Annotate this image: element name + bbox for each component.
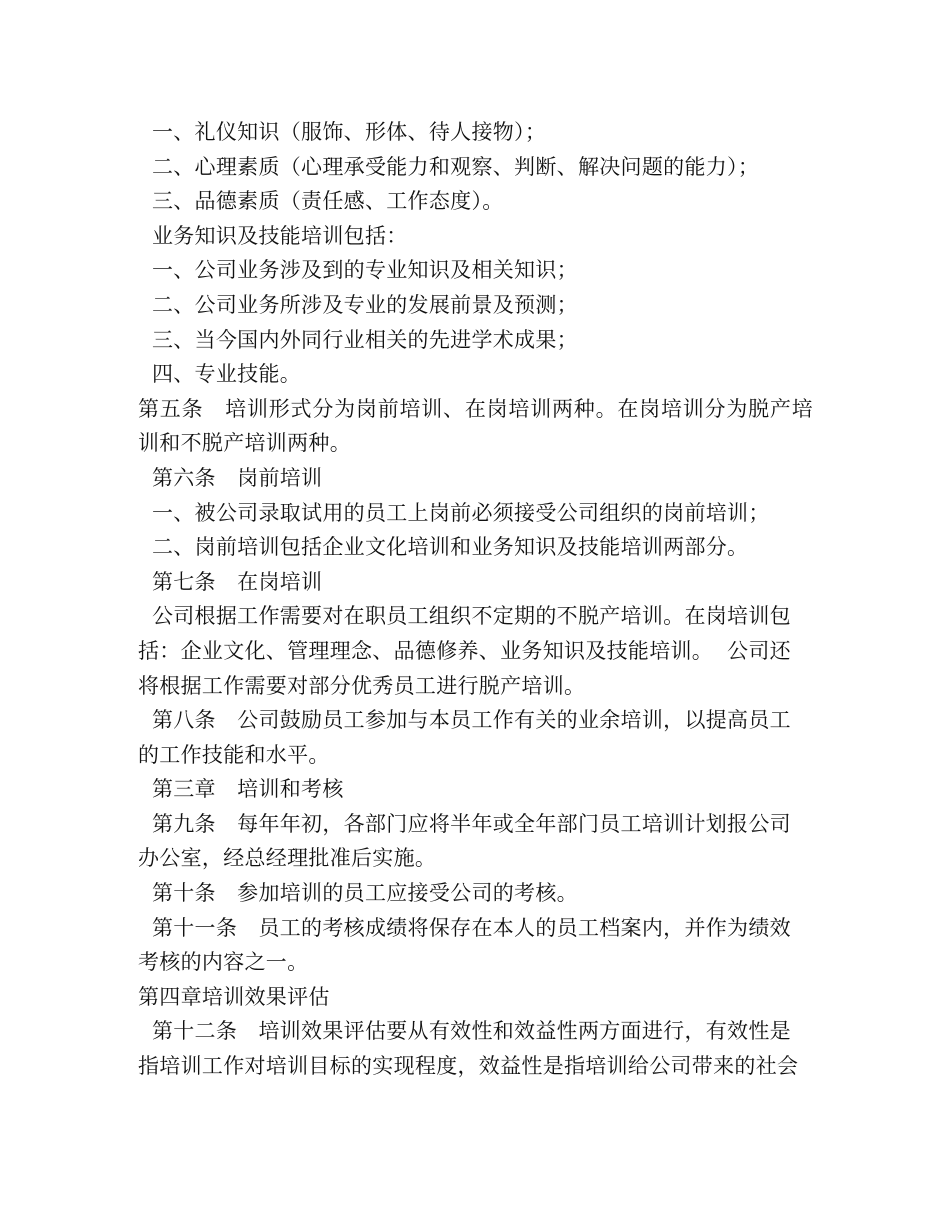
text-line: 指培训工作对培训目标的实现程度，效益性是指培训给公司带来的社会 [138, 1054, 799, 1079]
text-line: 第五条 培训形式分为岗前培训、在岗培训两种。在岗培训分为脱产培 [138, 396, 813, 421]
text-line: 第八条 公司鼓励员工参加与本员工作有关的业余培训，以提高员工 [138, 708, 791, 733]
text-line: 二、岗前培训包括企业文化培训和业务知识及技能培训两部分。 [138, 535, 749, 560]
text-line: 第九条 每年年初，各部门应将半年或全年部门员工培训计划报公司 [138, 811, 791, 836]
text-line: 二、心理素质（心理承受能力和观察、判断、解决问题的能力）； [138, 154, 760, 179]
text-line: 一、被公司录取试用的员工上岗前必须接受公司组织的岗前培训； [138, 500, 770, 525]
text-line: 三、当今国内外同行业相关的先进学术成果； [138, 327, 578, 352]
text-line: 第六条 岗前培训 [138, 465, 323, 490]
text-line: 第四章培训效果评估 [138, 984, 330, 1009]
text-line: 一、礼仪知识（服饰、形体、待人接物）； [138, 120, 547, 144]
text-line: 三、品德素质（责任感、工作态度）。 [138, 189, 504, 214]
text-line: 业务知识及技能培训包括： [138, 223, 408, 248]
text-line: 第七条 在岗培训 [138, 569, 323, 594]
text-line: 括：企业文化、管理理念、品德修养、业务知识及技能培训。 公司还 [138, 638, 791, 663]
text-line: 第十二条 培训效果评估要从有效性和效益性两方面进行，有效性是 [138, 1019, 791, 1044]
text-line: 一、公司业务涉及到的专业知识及相关知识； [138, 258, 578, 283]
text-line: 的工作技能和水平。 [138, 742, 330, 767]
text-line: 办公室，经总经理批准后实施。 [138, 846, 437, 871]
text-line: 四、专业技能。 [138, 362, 302, 387]
text-line: 公司根据工作需要对在职员工组织不定期的不脱产培训。在岗培训包 [138, 604, 791, 629]
text-line: 训和不脱产培训两种。 [138, 431, 351, 456]
text-line: 二、公司业务所涉及专业的发展前景及预测； [138, 292, 578, 317]
text-line: 将根据工作需要对部分优秀员工进行脱产培训。 [138, 673, 586, 698]
document-body [138, 115, 813, 1084]
text-line: 考核的内容之一。 [138, 950, 309, 975]
text-line: 第十一条 员工的考核成绩将保存在本人的员工档案内，并作为绩效 [138, 915, 791, 940]
text-line: 第十条 参加培训的员工应接受公司的考核。 [138, 881, 578, 906]
text-line: 第三章 培训和考核 [138, 777, 344, 802]
